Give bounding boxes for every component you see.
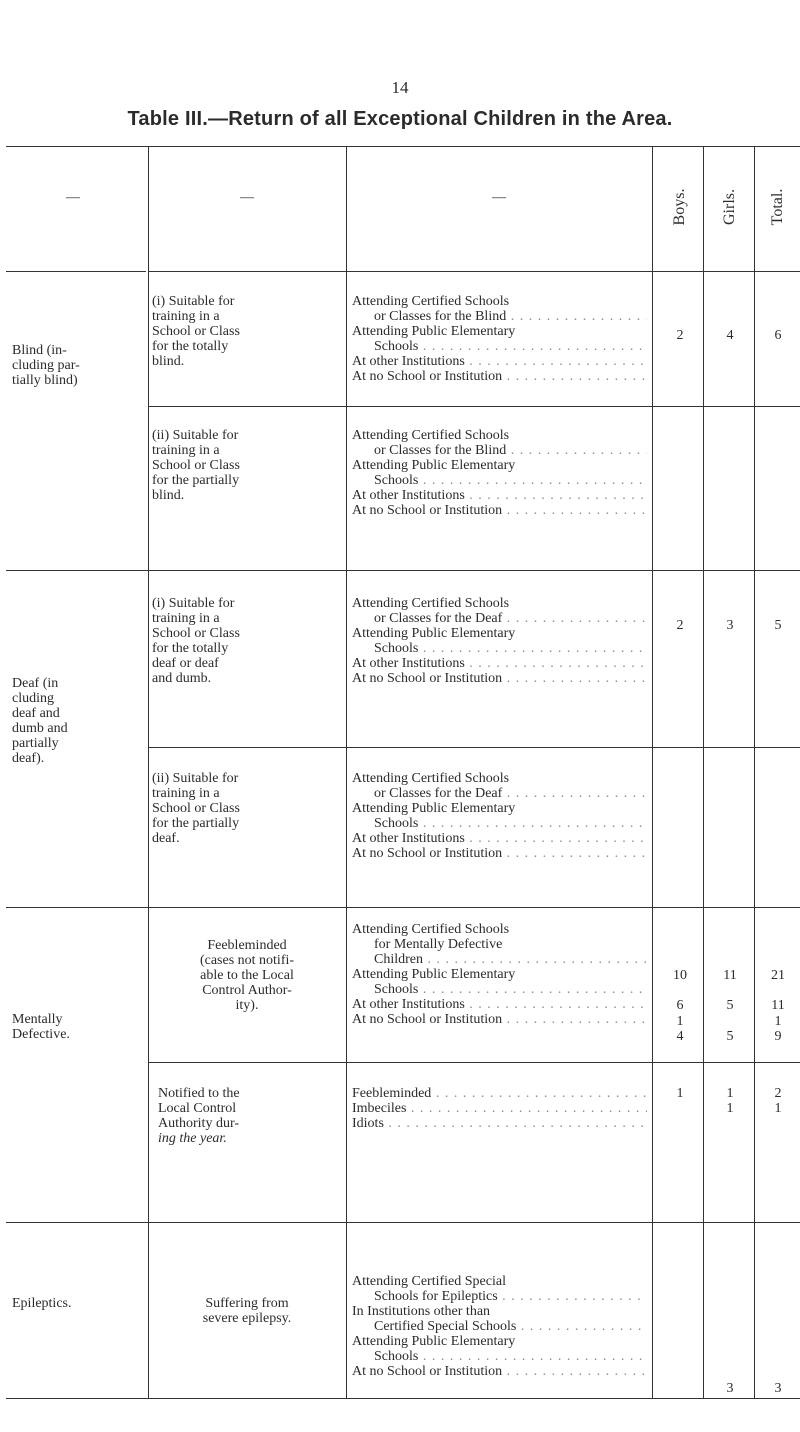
header-boys: Boys. (671, 188, 688, 226)
mental-fm-total-3: 9 (774, 1029, 782, 1044)
mental-notified-label: Notified to the Local Control Authority dur- ing the year. (158, 1086, 240, 1146)
header-dash-1: — (66, 190, 80, 205)
epileptics-category: Epileptics. (12, 1296, 72, 1311)
blind-totally-boys: 2 (676, 328, 684, 343)
blind-totally-label: (i) Suitable for training in a School or Class for the totally blind. (152, 294, 240, 369)
mental-category: Mentally Defective. (12, 1012, 70, 1042)
header-girls: Girls. (721, 189, 738, 225)
mental-feebleminded-label: Feebleminded (cases not notifi- able to the Local Control Author- ity). (199, 938, 295, 1013)
deaf-totally-boys: 2 (676, 618, 684, 633)
mental-fm-girls-3: 5 (726, 1029, 734, 1044)
mental-fm-boys-1: 6 (676, 998, 684, 1013)
mental-notified-total-0: 2 (774, 1086, 782, 1101)
blind-partially-label: (ii) Suitable for training in a School or Class for the partially blind. (152, 428, 240, 503)
mental-fm-girls-1: 5 (726, 998, 734, 1013)
epileptics-total: 3 (774, 1381, 782, 1396)
blind-totally-total: 6 (774, 328, 782, 343)
mental-fm-total-2: 1 (774, 1014, 782, 1029)
header-dash-2: — (240, 190, 254, 205)
mental-notified-total-1: 1 (774, 1101, 782, 1116)
mental-fm-total-1: 11 (771, 998, 785, 1013)
epileptics-items: Attending Certified Special Schools for Epileptics . . . In Institutions other than Certified Special Schools . . . Attending Public Elementary Schools . . . At no School or Institution . . . (352, 1274, 647, 1379)
blind-totally-items: Attending Certified Schools or Classes for the Blind . . . Attending Public Elementary Schools . . . At other Institutions . . . At no School or Institution . . . (352, 294, 647, 384)
mental-fm-total-0: 21 (771, 968, 785, 983)
blind-category: Blind (in- cluding par- tially blind) (12, 343, 80, 388)
mental-fm-boys-0: 10 (673, 968, 687, 983)
header-total: Total. (769, 188, 786, 226)
mental-fm-boys-3: 4 (676, 1029, 684, 1044)
deaf-partially-items: Attending Certified Schools or Classes for the Deaf . . . Attending Public Elementary Schools . . . At other Institutions . . . At no School or Institution . . . (352, 771, 647, 861)
mental-feebleminded-items: Attending Certified Schools for Mentally Defective Children . . . Attending Public Elementary Schools . . . At other Institutions . . . At no School or Institution . . . (352, 922, 647, 1027)
deaf-partially-label: (ii) Suitable for training in a School or Class for the partially deaf. (152, 771, 240, 846)
mental-fm-girls-0: 11 (723, 968, 737, 983)
header-dash-3: — (492, 190, 506, 205)
deaf-totally-items: Attending Certified Schools or Classes for the Deaf . . . Attending Public Elementary Schools . . . At other Institutions . . . At no School or Institution . . . (352, 596, 647, 686)
epileptics-label: Suffering from severe epilepsy. (202, 1296, 292, 1326)
blind-totally-girls: 4 (726, 328, 734, 343)
deaf-totally-total: 5 (774, 618, 782, 633)
page-number: 14 (391, 78, 409, 97)
table-title: Table III.—Return of all Exceptional Children in the Area. (127, 108, 673, 130)
mental-fm-boys-2: 1 (676, 1014, 684, 1029)
deaf-totally-label: (i) Suitable for training in a School or Class for the totally deaf or deaf and dumb. (152, 596, 240, 686)
blind-partially-items: Attending Certified Schools or Classes for the Blind . . . Attending Public Elementary Schools . . . At other Institutions . . . At no School or Institution . . . (352, 428, 647, 518)
mental-notified-girls-1: 1 (726, 1101, 734, 1116)
mental-notified-girls-0: 1 (726, 1086, 734, 1101)
epileptics-girls: 3 (726, 1381, 734, 1396)
deaf-category: Deaf (in cluding deaf and dumb and partially deaf). (12, 676, 68, 766)
mental-notified-items: Feebleminded . . . Imbeciles . . . Idiots . . . (352, 1086, 647, 1131)
mental-notified-boys-0: 1 (676, 1086, 684, 1101)
deaf-totally-girls: 3 (726, 618, 734, 633)
